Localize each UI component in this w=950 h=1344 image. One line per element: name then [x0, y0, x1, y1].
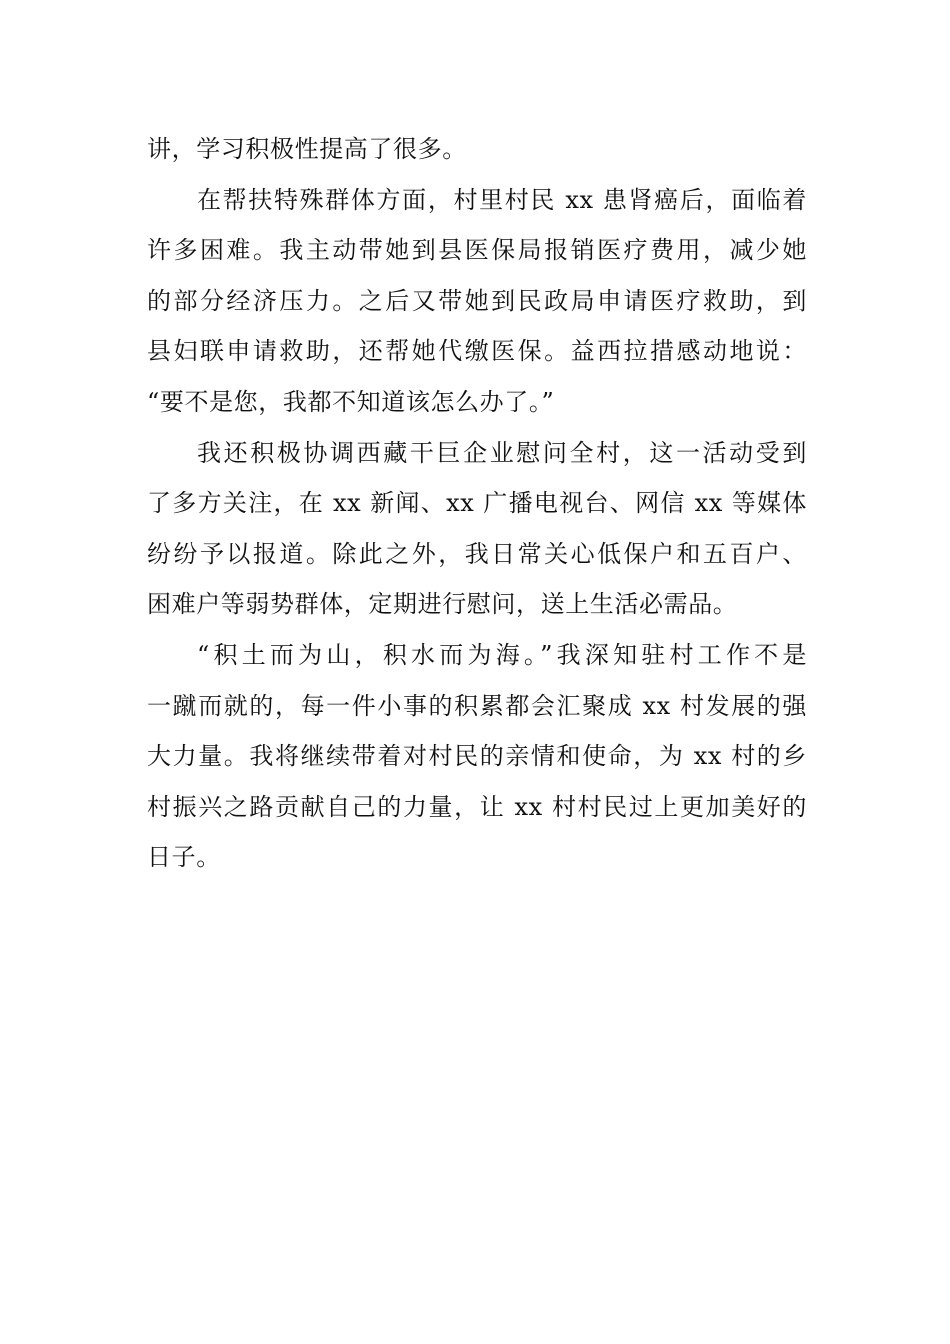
text-line: 讲，学习积极性提高了很多。: [147, 135, 467, 163]
text-line: 纷纷予以报道。除此之外，我日常关心低保户和五百户、: [147, 539, 807, 568]
text-line: 我还积极协调西藏干巨企业慰问全村，这一活动受到: [197, 438, 807, 467]
text-line: “要不是您，我都不知道该怎么办了。”: [147, 387, 555, 416]
text-line: 村振兴之路贡献自己的力量，让 xx 村村民过上更加美好的: [147, 792, 807, 821]
text-line: 县妇联申请救助，还帮她代缴医保。益西拉措感动地说：: [147, 337, 807, 366]
text-line: 大力量。我将继续带着对村民的亲情和使命，为 xx 村的乡: [147, 742, 807, 771]
text-line: 困难户等弱势群体，定期进行慰问，送上生活必需品。: [147, 590, 738, 619]
text-line: 在帮扶特殊群体方面，村里村民 xx 患肾癌后，面临着: [197, 185, 807, 214]
text-line: 日子。: [147, 843, 221, 872]
text-line: 了多方关注，在 xx 新闻、xx 广播电视台、网信 xx 等媒体: [147, 489, 807, 518]
document-body: [147, 124, 807, 883]
text-line: 一蹴而就的，每一件小事的积累都会汇聚成 xx 村发展的强: [147, 691, 807, 720]
text-line: 许多困难。我主动带她到县医保局报销医疗费用，减少她: [147, 236, 807, 265]
text-line: “积土而为山，积水而为海。”我深知驻村工作不是: [197, 640, 807, 669]
text-line: 的部分经济压力。之后又带她到民政局申请医疗救助，到: [147, 286, 807, 315]
